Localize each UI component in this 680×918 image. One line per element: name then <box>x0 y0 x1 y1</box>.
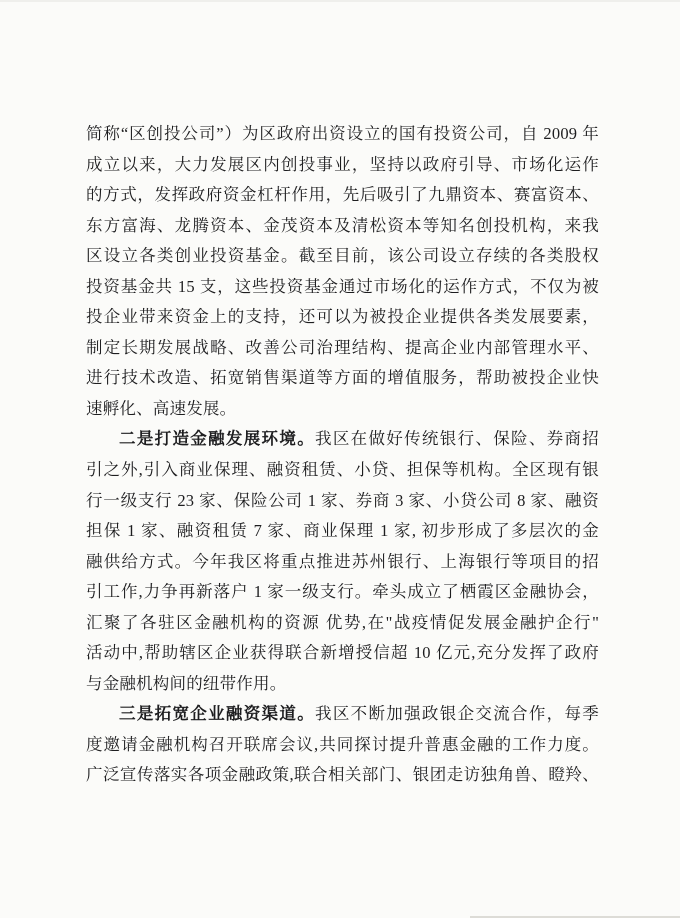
text-line: 引之外,引入商业保理、融资租赁、小贷、担保等机构。全区现有银 <box>86 460 599 480</box>
text-line: 投企业带来资金上的支持，还可以为被投企业提供各类发展要素， <box>86 307 599 327</box>
text-line: 担保 1 家、融资租赁 7 家、商业保理 1 家, 初步形成了多层次的金 <box>86 521 599 541</box>
text-line: 引工作,力争再新落户 1 家一级支行。牵头成立了栖霞区金融协会， <box>86 582 599 602</box>
text-line: 三是拓宽企业融资渠道。我区不断加强政银企交流合作，每季 <box>119 704 599 724</box>
text-line: 成立以来，大力发展区内创投事业，坚持以政府引导、市场化运作 <box>86 154 599 174</box>
text-line: 汇聚了各驻区金融机构的资源 优势,在"战疫情促发展金融护企行" <box>86 612 599 632</box>
text-line: 二是打造金融发展环境。我区在做好传统银行、保险、券商招 <box>119 429 599 449</box>
text-line: 的方式，发挥政府资金杠杆作用，先后吸引了九鼎资本、赛富资本、 <box>86 185 599 205</box>
paragraph-heading: 二是打造金融发展环境。 <box>119 429 316 449</box>
text-line: 度邀请金融机构召开联席会议,共同探讨提升普惠金融的工作力度。 <box>86 734 599 754</box>
text-line: 行一级支行 23 家、保险公司 1 家、券商 3 家、小贷公司 8 家、融资 <box>86 490 599 510</box>
paragraph-heading: 三是拓宽企业融资渠道。 <box>119 704 316 724</box>
text-line: 投资基金共 15 支，这些投资基金通过市场化的运作方式，不仅为被 <box>86 276 599 296</box>
text-line: 速孵化、高速发展。 <box>86 398 237 418</box>
text-line: 与金融机构间的纽带作用。 <box>86 673 287 693</box>
text-line: 东方富海、龙腾资本、金茂资本及清松资本等知名创投机构，来我 <box>86 215 599 235</box>
text-line: 广泛宣传落实各项金融政策,联合相关部门、银团走访独角兽、瞪羚、 <box>86 765 599 785</box>
text-line: 融供给方式。今年我区将重点推进苏州银行、上海银行等项目的招 <box>86 551 599 571</box>
text-line: 制定长期发展战略、改善公司治理结构、提高企业内部管理水平、 <box>86 337 599 357</box>
text-block <box>86 119 599 791</box>
text-line: 进行技术改造、拓宽销售渠道等方面的增值服务，帮助被投企业快 <box>86 368 599 388</box>
text-line: 简称“区创投公司”）为区政府出资设立的国有投资公司，自 2009 年 <box>86 124 599 143</box>
text-line: 区设立各类创业投资基金。截至目前，该公司设立存续的各类股权 <box>86 246 599 266</box>
text-line: 活动中,帮助辖区企业获得联合新增授信超 10 亿元,充分发挥了政府 <box>86 643 599 663</box>
scan-edge-top <box>0 0 680 2</box>
